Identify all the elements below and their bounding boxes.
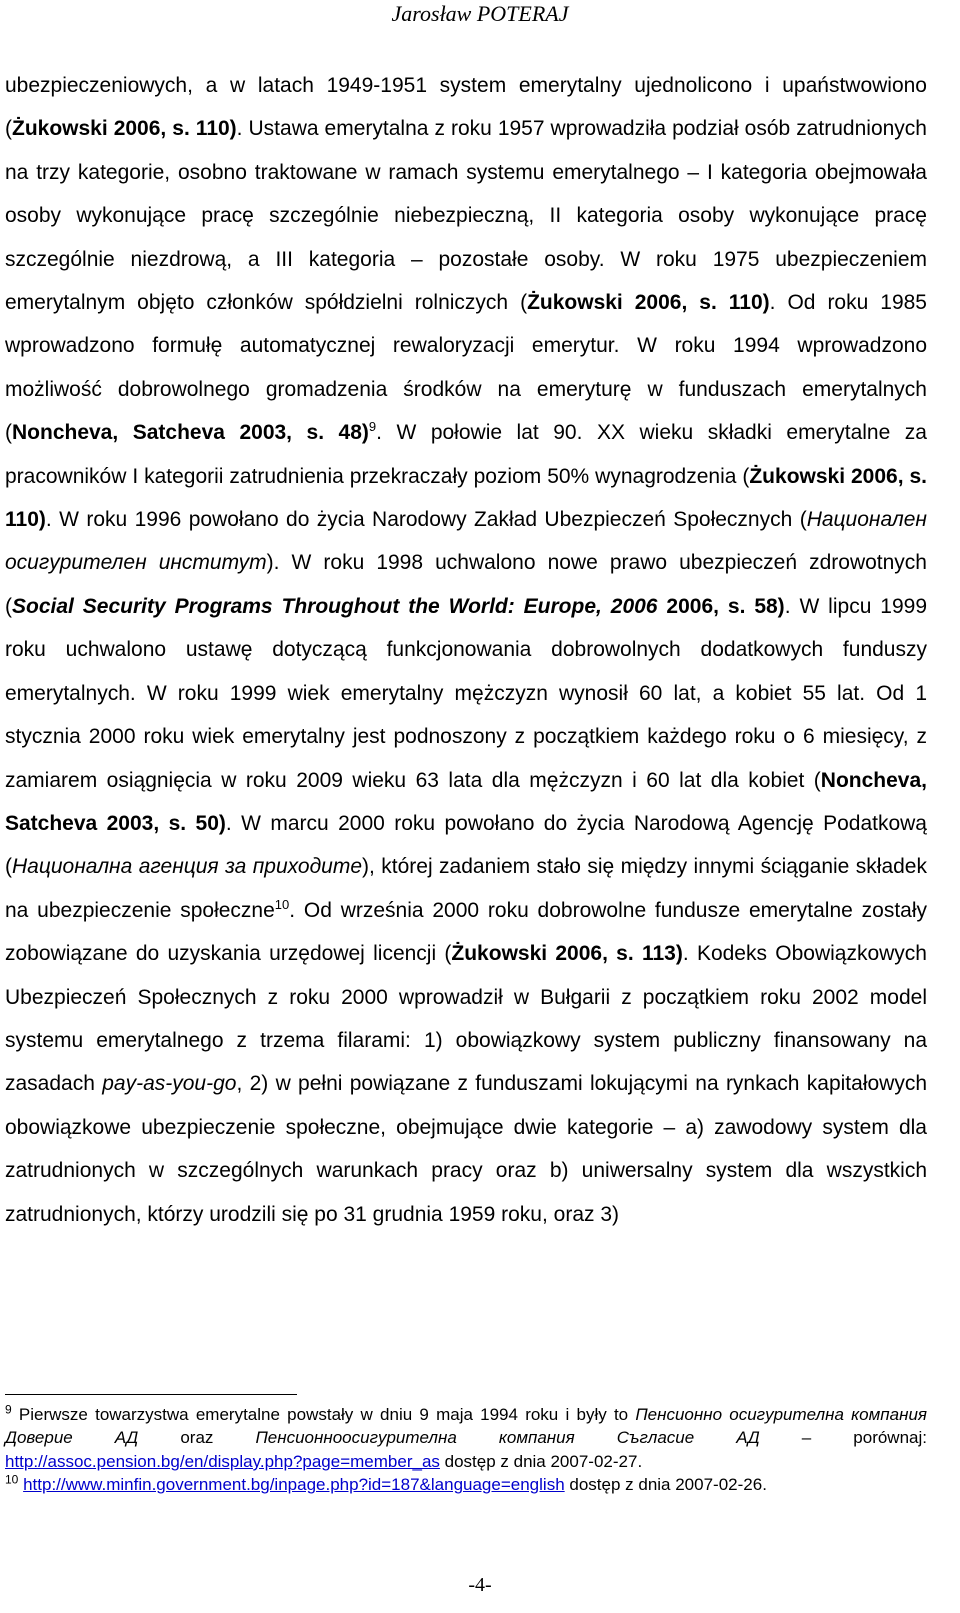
body-paragraph xyxy=(5,64,927,1236)
footnote-text: – porównaj: xyxy=(759,1428,927,1448)
citation: Żukowski 2006, s. 110) xyxy=(527,291,770,315)
body-text-segment: , 2) w pełni powiązane z funduszami lokującymi na rynkach kapitałowych obowiązkowe ubezpieczenie społeczne, obejmujące dwie kategorie – a) zawodowy system dla zatrudnionych w szczególnych warunkach pracy oraz b) uniwersalny system dla wszystkich zatrudnionych, którzy urodzili się po 31 grudnia 1959 roku, oraz 3) xyxy=(5,1072,928,1226)
footnote-number: 9 xyxy=(5,1402,12,1417)
running-header-author: Jarosław POTERAJ xyxy=(391,1,569,26)
footnote-text: oraz xyxy=(138,1428,256,1448)
page-number: -4- xyxy=(468,1574,492,1596)
footnote-ref-9[interactable]: 9 xyxy=(368,419,377,435)
footnote-text: dostęp z dnia 2007-02-27. xyxy=(439,1451,643,1471)
citation: 2006, s. 58) xyxy=(657,594,785,618)
citation: Żukowski 2006, s. 110) xyxy=(5,464,927,532)
body-text-segment: . W marcu 2000 roku powołano do życia Narodową Agencję Podatkową ( xyxy=(5,811,927,879)
footnote-text: Pierwsze towarzystwa emerytalne powstały w dniu 9 maja 1994 roku i były to xyxy=(11,1405,636,1424)
footnote-10 xyxy=(5,1473,927,1496)
body-text-segment: . W roku 1996 powołano do życia Narodowy Zakład Ubezpieczeń Społecznych ( xyxy=(45,508,807,532)
body-text-segment: ubezpieczeniowych, a w latach 1949-1951 system emerytalny ujednolicono i upaństwowiono ( xyxy=(5,74,927,141)
footnote-text: dostęp z dnia 2007-02-26. xyxy=(564,1475,767,1495)
body-text-segment: . Kodeks Obowiązkowych Ubezpieczeń Społecznych z roku 2000 wprowadził w Bułgarii z początkiem roku 2002 model systemu emerytalnego z trzema filarami: 1) obowiązkowy system publiczny finansowany na zasadach xyxy=(5,942,927,1096)
body-text-segment: ). W roku 1998 uchwalono nowe prawo ubezpieczeń zdrowotnych ( xyxy=(5,551,927,618)
cyrillic-institution-name: Национален осигурителен институт xyxy=(5,508,927,575)
footnote-cyrillic-name: Пенсионно осигурителна компания Доверие АД xyxy=(5,1405,927,1448)
citation: Żukowski 2006, s. 110) xyxy=(12,117,237,141)
term-pay-as-you-go: pay-as-you-go xyxy=(102,1072,237,1096)
cyrillic-agency-name: Национална агенция за приходите xyxy=(12,855,363,879)
citation-title: Social Security Programs Throughout the World: Europe, 2006 xyxy=(12,594,658,618)
footnote-link[interactable]: http://www.minfin.government.bg/inpage.php?id=187&language=english xyxy=(23,1475,565,1495)
footnote-cyrillic-name: Пенсионноосигурителна компания Съгласие АД xyxy=(255,1428,760,1448)
body-text-segment: . W lipcu 1999 roku uchwalono ustawę dotyczącą funkcjonowania dobrowolnych dodatkowych funduszy emerytalnych. W roku 1999 wiek emerytalny mężczyzn wynosił 60 lat, a kobiet 55 lat. Od 1 stycznia 2000 roku wiek emerytalny jest podnoszony z początkiem każdego roku o 6 miesięcy, z zamiarem osiągnięcia w roku 2009 wieku 63 lata dla mężczyzn i 60 lat dla kobiet ( xyxy=(5,594,928,792)
footnote-link[interactable]: http://assoc.pension.bg/en/display.php?page=member_as xyxy=(5,1451,440,1471)
footnote-separator xyxy=(5,1394,297,1395)
body-text-segment: ), której zadaniem stało się między innymi ściąganie składek na ubezpieczenie społeczne xyxy=(5,855,927,922)
citation: Noncheva, Satcheva 2003, s. 48) xyxy=(12,421,369,445)
body-text-segment: . Od roku 1985 wprowadzono formułę automatycznej rewaloryzacji emerytur. W roku 1994 wprowadzono możliwość dobrowolnego gromadzenia środków na emeryturę w funduszach emerytalnych ( xyxy=(5,291,927,445)
footnotes xyxy=(5,1403,927,1497)
body-text-segment: . W połowie lat 90. XX wieku składki emerytalne za pracowników I kategorii zatrudnienia przekraczały poziom 50% wynagrodzenia ( xyxy=(5,421,927,488)
body-text-segment: . Od września 2000 roku dobrowolne fundusze emerytalne zostały zobowiązane do uzyskania urzędowej licencji ( xyxy=(5,898,927,966)
body-text-segment: . Ustawa emerytalna z roku 1957 wprowadziła podział osób zatrudnionych na trzy kategorie, osobno traktowane w ramach systemu emerytalnego – I kategoria obejmowała osoby wykonujące pracę szczególnie niebezpieczną, II kategoria osoby wykonujące pracę szczególnie niezdrową, a III kategoria – pozostałe osoby. W roku 1975 ubezpieczeniem emerytalnym objęto członków spółdzielni rolniczych ( xyxy=(5,117,927,315)
citation: Noncheva, Satcheva 2003, s. 50) xyxy=(5,768,927,835)
citation: Żukowski 2006, s. 113) xyxy=(451,942,683,966)
footnote-number: 10 xyxy=(5,1472,19,1487)
footnote-ref-10[interactable]: 10 xyxy=(274,896,290,912)
footnote-9 xyxy=(5,1403,927,1473)
